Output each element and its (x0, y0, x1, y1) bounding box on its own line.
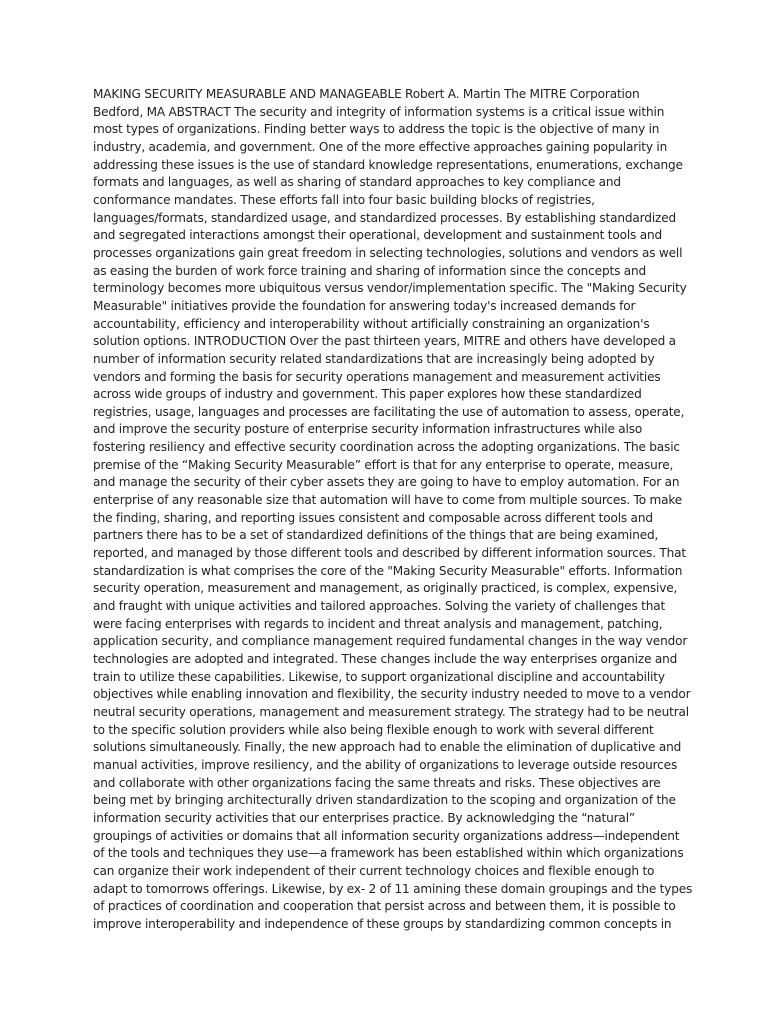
text-line: technologies are adopted and integrated. These changes include the way enterprises organize and (93, 652, 678, 666)
text-line: of the tools and techniques they use—a framework has been established within which organizations (93, 846, 684, 861)
text-line: industry, academia, and government. One of the more effective approaches gaining popularity in (93, 139, 668, 154)
text-line: processes organizations gain great freedom in selecting technologies, solutions and vendors as well (93, 245, 683, 260)
text-line: can organize their work independent of their current technology choices and flexible enough to (93, 863, 655, 878)
text-line: languages/formats, standardized usage, and standardized processes. By establishing standardized (93, 210, 677, 225)
text-line: groupings of activities or domains that all information security organizations address—independent (93, 828, 680, 843)
text-line: enterprise of any reasonable size that automation will have to come from multiple sources. To make (93, 493, 683, 508)
text-line: Measurable" initiatives provide the foundation for answering today's increased demands for (93, 298, 636, 313)
text-line: partners there has to be a set of standardized definitions of the things that are being examined, (93, 528, 659, 543)
text-line: improve interoperability and independence of these groups by standardizing common concepts in (93, 916, 672, 931)
text-line: fostering resiliency and effective security coordination across the adopting organizations. The basic (93, 440, 680, 455)
text-line: train to utilize these capabilities. Likewise, to support organizational discipline and accountability (93, 669, 665, 684)
text-line: conformance mandates. These efforts fall into four basic building blocks of registries, (93, 192, 595, 207)
text-line: standardization is what comprises the core of the "Making Security Measurable" efforts. Information (93, 563, 683, 578)
text-line: neutral security operations, management and measurement strategy. The strategy had to be neutral (93, 704, 689, 719)
text-line: registries, usage, languages and processes are facilitating the use of automation to assess, operate, (93, 404, 685, 419)
text-line: the finding, sharing, and reporting issues consistent and composable across different tools and (93, 510, 653, 525)
text-line: across wide groups of industry and government. This paper explores how these standardized (93, 387, 642, 402)
text-line: of practices of coordination and cooperation that persist across and between them, it is possible to (93, 899, 676, 914)
text-line: and manage the security of their cyber assets they are going to have to employ automation. For an (93, 475, 680, 490)
text-line: solution options. INTRODUCTION Over the past thirteen years, MITRE and others have developed a (93, 334, 676, 349)
text-line: most types of organizations. Finding better ways to address the topic is the objective of many in (93, 122, 660, 137)
text-line: formats and languages, as well as sharing of standard approaches to key compliance and (93, 175, 621, 190)
text-line: reported, and managed by those different tools and described by different information sources. That (93, 546, 687, 561)
text-line: being met by bringing architecturally driven standardization to the scoping and organization of the (93, 793, 676, 808)
text-line: manual activities, improve resiliency, and the ability of organizations to leverage outside resources (93, 757, 678, 772)
text-line: accountability, efficiency and interoperability without artificially constraining an organization's (93, 316, 650, 331)
text-line: number of information security related standardizations that are increasingly being adopted by (93, 351, 655, 366)
text-line: adapt to tomorrows offerings. Likewise, by ex- 2 of 11 amining these domain groupings and the types (93, 881, 693, 896)
text-line: to the specific solution providers while also being flexible enough to work with several different (93, 722, 654, 737)
text-line: and collaborate with other organizations facing the same threats and risks. These objectives are (93, 775, 661, 790)
text-line: and improve the security posture of enterprise security information infrastructures while also (93, 422, 643, 437)
text-line: and segregated interactions amongst their operational, development and sustainment tools and (93, 228, 663, 243)
text-line: application security, and compliance management required fundamental changes in the way vendor (93, 634, 688, 649)
text-line: as easing the burden of work force training and sharing of information since the concepts and (93, 263, 647, 278)
text-line: addressing these issues is the use of standard knowledge representations, enumerations, exchange (93, 157, 683, 172)
text-line: objectives while enabling innovation and flexibility, the security industry needed to move to a vendor (93, 687, 691, 702)
text-line: solutions simultaneously. Finally, the new approach had to enable the elimination of duplicative and (93, 740, 682, 755)
text-line: vendors and forming the basis for security operations management and measurement activities (93, 369, 661, 384)
text-line: information security activities that our enterprises practice. By acknowledging the “natural” (93, 810, 636, 825)
text-line: MAKING SECURITY MEASURABLE AND MANAGEABLE Robert A. Martin The MITRE Corporation (93, 87, 640, 101)
text-line: Bedford, MA ABSTRACT The security and integrity of information systems is a critical issue within (93, 104, 665, 119)
text-line: and fraught with unique activities and tailored approaches. Solving the variety of challenges that (93, 599, 666, 614)
text-line: were facing enterprises with regards to incident and threat analysis and management, patching, (93, 616, 663, 631)
document-body-text (93, 86, 693, 934)
text-line: terminology becomes more ubiquitous versus vendor/implementation specific. The "Making Security (93, 281, 687, 296)
text-line: security operation, measurement and management, as originally practiced, is complex, expensive, (93, 581, 678, 596)
text-line: premise of the “Making Security Measurable” effort is that for any enterprise to operate, measure, (93, 457, 674, 472)
